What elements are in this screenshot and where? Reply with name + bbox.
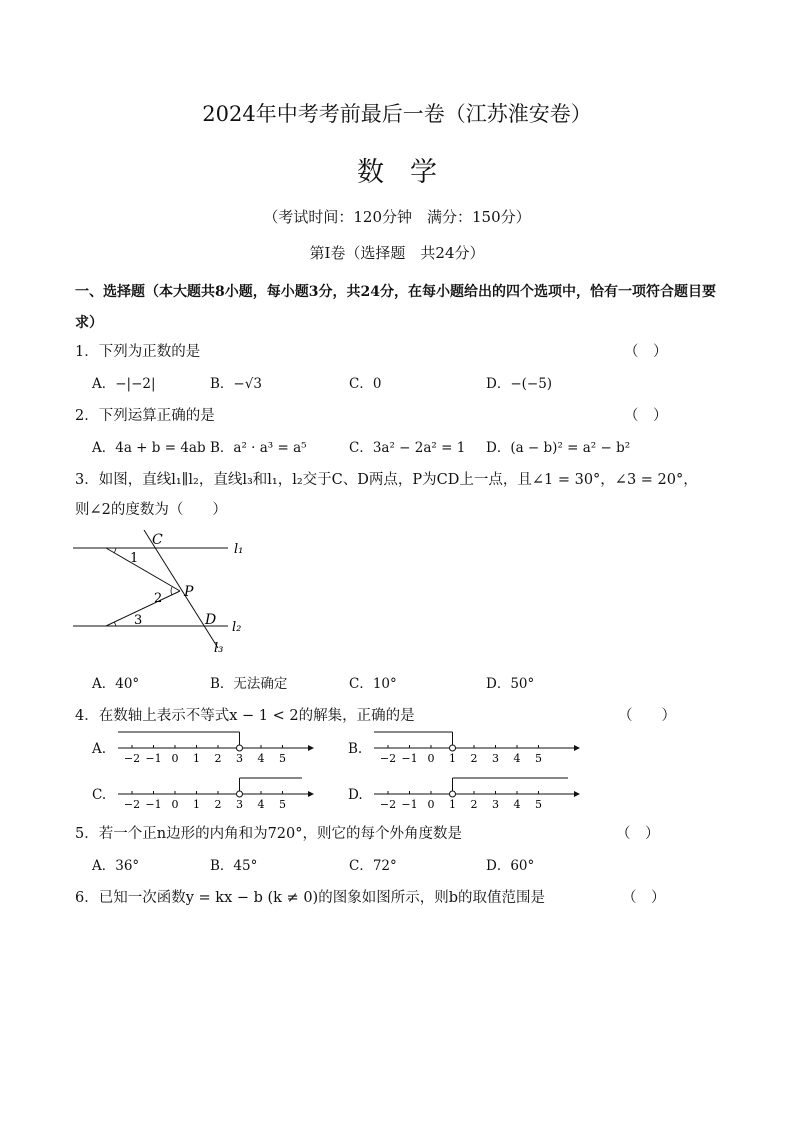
axis-tick-label: −1 <box>401 752 418 765</box>
segment-to-p-bottom <box>106 591 180 626</box>
question-1-answer-paren: （ ） <box>624 344 668 360</box>
axis-tick-label: −2 <box>123 752 141 765</box>
question-3-stem-line2: 则∠2的度数为（ ） <box>75 502 227 518</box>
axis-tick-label: 1 <box>193 752 200 765</box>
question-2-option-d: D．(a − b)² = a² − b² <box>486 440 631 456</box>
axis-arrow <box>574 745 580 751</box>
question-2-stem: 2．下列运算正确的是 <box>75 408 215 424</box>
angle-1-arc <box>114 548 116 553</box>
open-circle-marker <box>237 745 243 751</box>
axis-tick-label: 2 <box>214 752 222 765</box>
number-line-d <box>372 774 582 814</box>
question-3-option-d: D．50° <box>486 676 535 692</box>
question-1-stem: 1．下列为正数的是 <box>75 344 201 360</box>
label-d: D <box>205 612 217 628</box>
question-4-option-a-letter: A. <box>92 741 107 757</box>
question-4-option-d-letter: D. <box>348 787 363 803</box>
question-5-stem: 5．若一个正n边形的内角和为720°，则它的每个外角度数是 <box>75 826 462 842</box>
question-4-answer-paren: （ ） <box>618 708 676 724</box>
angle-3-arc <box>114 622 116 626</box>
label-p: P <box>184 584 194 600</box>
question-3-option-c: C．10° <box>349 676 397 692</box>
axis-tick-label: 3 <box>236 798 243 811</box>
question-5-option-b: B．45° <box>210 858 258 874</box>
number-line-c <box>116 774 316 814</box>
label-angle-1: 1 <box>130 551 139 566</box>
question-2-option-c: C．3a² − 2a² = 1 <box>349 440 466 456</box>
label-l1: l₁ <box>234 542 244 557</box>
axis-tick-label: 3 <box>492 798 499 811</box>
question-3-figure <box>68 528 258 658</box>
axis-tick-label: 5 <box>279 798 286 811</box>
axis-tick-label: 2 <box>470 752 478 765</box>
question-6-answer-paren: （ ） <box>622 890 666 906</box>
axis-arrow <box>308 745 314 751</box>
open-circle-marker <box>450 745 456 751</box>
question-2-option-a: A．4a + b = 4ab <box>92 440 206 456</box>
axis-tick-label: 5 <box>279 752 286 765</box>
axis-tick-label: 3 <box>236 752 243 765</box>
question-1-option-b: B．−√3 <box>210 376 262 392</box>
axis-tick-label: 3 <box>492 752 499 765</box>
label-angle-3: 3 <box>134 613 143 628</box>
section-heading: 一、选择题（本大题共8小题，每小题3分，共24分，在每小题给出的四个选项中，恰有一项符合题目要求） <box>75 284 716 331</box>
question-4-stem: 4．在数轴上表示不等式x − 1 < 2的解集，正确的是 <box>75 708 415 724</box>
number-line-a <box>116 728 316 768</box>
question-4-option-b-letter: B. <box>348 741 363 757</box>
question-5-option-d: D．60° <box>486 858 535 874</box>
axis-tick-label: 4 <box>257 752 265 765</box>
axis-tick-label: 2 <box>214 798 222 811</box>
number-line-b <box>372 728 582 768</box>
axis-tick-label: 2 <box>470 798 478 811</box>
axis-tick-label: 5 <box>535 752 542 765</box>
question-3-stem-line1: 3．如图，直线l₁∥l₂，直线l₃和l₁，l₂交于C、D两点，P为CD上一点，且∠1 = 30°，∠3 = 20°， <box>75 472 698 488</box>
axis-tick-label: 1 <box>449 752 456 765</box>
axis-arrow <box>574 791 580 797</box>
axis-tick-label: −1 <box>401 798 418 811</box>
axis-tick-label: −2 <box>379 752 397 765</box>
question-4-option-c-letter: C. <box>92 787 107 803</box>
question-1-option-c: C．0 <box>349 376 382 392</box>
axis-tick-label: 0 <box>427 752 435 765</box>
axis-tick-label: 0 <box>171 752 179 765</box>
question-2-option-b: B．a² · a³ = a⁵ <box>210 440 307 456</box>
exam-info: （考试时间：120分钟 满分：150分） <box>263 208 531 226</box>
question-1-option-a: A．−|−2| <box>92 376 156 392</box>
axis-tick-label: 4 <box>513 798 521 811</box>
part-title: 第Ⅰ卷（选择题 共24分） <box>309 244 485 262</box>
axis-tick-label: 0 <box>171 798 179 811</box>
question-5-option-a: A．36° <box>92 858 140 874</box>
axis-tick-label: −1 <box>145 798 162 811</box>
axis-tick-label: 0 <box>427 798 435 811</box>
document-title: 2024年中考考前最后一卷（江苏淮安卷） <box>202 102 592 126</box>
axis-tick-label: 4 <box>513 752 521 765</box>
question-5-answer-paren: （ ） <box>616 826 660 842</box>
angle-2-arc <box>171 587 172 595</box>
axis-tick-label: −1 <box>145 752 162 765</box>
question-3-option-a: A．40° <box>92 676 140 692</box>
open-circle-marker <box>237 791 243 797</box>
question-2-answer-paren: （ ） <box>624 408 668 424</box>
label-l3: l₃ <box>214 641 224 656</box>
label-angle-2: 2 <box>154 591 163 606</box>
subject-title: 数学 <box>357 157 463 188</box>
axis-tick-label: 4 <box>257 798 265 811</box>
axis-tick-label: 1 <box>449 798 456 811</box>
axis-tick-label: −2 <box>379 798 397 811</box>
question-3-option-b: B．无法确定 <box>210 676 288 692</box>
question-5-option-c: C．72° <box>349 858 397 874</box>
axis-tick-label: 5 <box>535 798 542 811</box>
open-circle-marker <box>450 791 456 797</box>
question-6-stem: 6．已知一次函数y = kx − b (k ≠ 0)的图象如图所示，则b的取值范围是 <box>75 890 545 906</box>
question-1-option-d: D．−(−5) <box>486 376 553 392</box>
axis-arrow <box>308 791 314 797</box>
axis-tick-label: 1 <box>193 798 200 811</box>
axis-tick-label: −2 <box>123 798 141 811</box>
label-l2: l₂ <box>232 620 242 635</box>
label-c: C <box>152 532 163 548</box>
